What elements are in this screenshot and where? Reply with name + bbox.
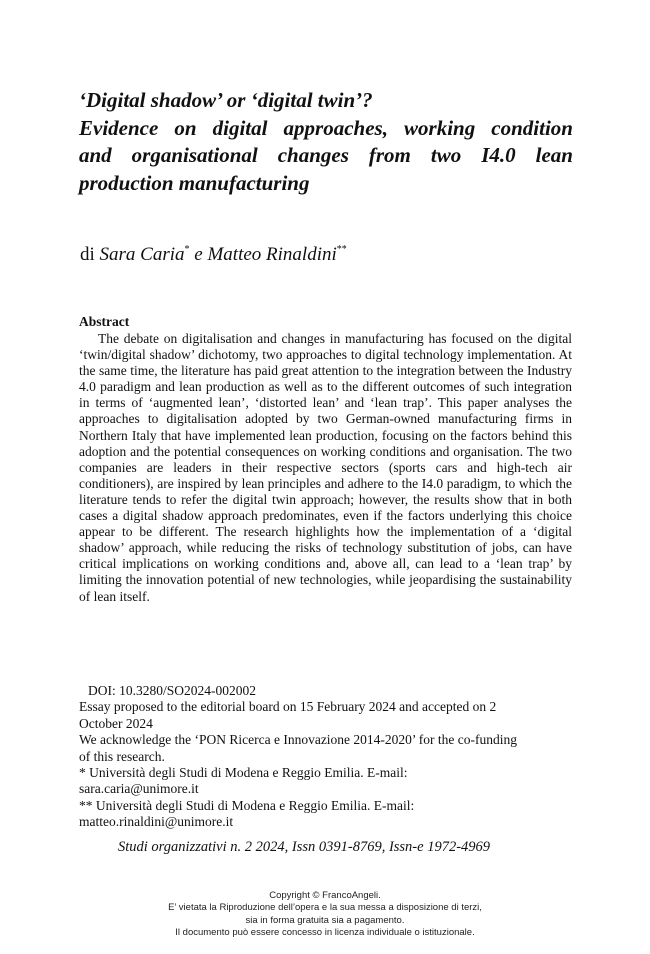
author-1: Sara Caria <box>99 244 185 265</box>
paper-title <box>79 87 573 197</box>
copyright-line-3: sia in forma gratuita sia a pagamento. <box>245 914 405 926</box>
author-prefix: di <box>80 244 95 265</box>
copyright-line-1: Copyright © FrancoAngeli. <box>269 890 381 901</box>
copyright-notice <box>0 890 650 940</box>
title-line-3: and organisational changes from two I4.0 lean <box>79 143 573 167</box>
title-line-4: production manufacturing <box>79 170 310 195</box>
abstract-text: The debate on digitalisation and changes in manufacturing has focused on the digital ‘twin/digital shadow’ dichotomy, two approaches to digital technology implementation. At the same time, the literature has paid great attention to the integration between the Industry 4.0 paradigm and lean production as well as to the different outcomes of such integration in terms of ‘augmented lean’, ‘distorted lean’ and ‘lean trap’. This paper analyses the approaches to digitalisation adopted by two German-owned manufacturing firms in Northern Italy that have implemented lean production, focusing on the factors behind this adoption and the potential consequences on working conditions and organisation. The two companies are leaders in their respective sectors (sports cars and high-tech air conditioners), are inspired by lean principles and adhere to the I4.0 paradigm, to which the literature tends to refer the digital twin approach; however, the results show that in both cases a digital shadow approach predominates, even if the factors underlying this choice appear to be different. The research highlights how the implementation of a ‘digital shadow’ approach, while reducing the risks of technology substitution of jobs, can have critical implications on working conditions and, above all, can lead to a ‘lean trap’ by limiting the innovation potential of new technologies, while jeopardising the sustainability of lean itself. <box>79 331 572 604</box>
affiliation-1-email: sara.caria@unimore.it <box>79 781 199 797</box>
acknowledgement-line-2: of this research. <box>79 748 165 764</box>
essay-note-line-2: October 2024 <box>79 715 153 731</box>
affiliation-2-line-1: ** Università degli Studi di Modena e Reggio Emilia. E-mail: <box>79 797 415 813</box>
author-1-mark: * <box>184 244 190 255</box>
author-joiner: e <box>194 244 203 265</box>
essay-note-line-1: Essay proposed to the editorial board on 15 February 2024 and accepted on 2 <box>79 699 497 715</box>
title-line-2: Evidence on digital approaches, working condition <box>79 115 573 140</box>
title-line-1: ‘Digital shadow’ or ‘digital twin’? <box>79 88 373 112</box>
acknowledgement-line-1: We acknowledge the ‘PON Ricerca e Innovazione 2014-2020’ for the co-funding <box>79 732 518 748</box>
abstract-heading: Abstract <box>79 314 130 329</box>
copyright-line-4: Il documento può essere concesso in licenza individuale o istituzionale. <box>175 927 475 939</box>
author-2-mark: ** <box>336 244 347 255</box>
doi-line: DOI: 10.3280/SO2024-002002 <box>88 683 256 698</box>
author-2: Matteo Rinaldini <box>207 244 337 265</box>
copyright-line-2: E’ vietata la Riproduzione dell’opera e la sua messa a disposizione di terzi, <box>168 902 482 914</box>
author-line <box>80 244 347 266</box>
footnotes <box>79 683 572 831</box>
journal-citation: Studi organizzativi n. 2 2024, Issn 0391-8769, Issn-e 1972-4969 <box>118 839 491 855</box>
affiliation-2-email: matteo.rinaldini@unimore.it <box>79 814 234 830</box>
affiliation-1-line-1: * Università degli Studi di Modena e Reggio Emilia. E-mail: <box>79 765 408 781</box>
